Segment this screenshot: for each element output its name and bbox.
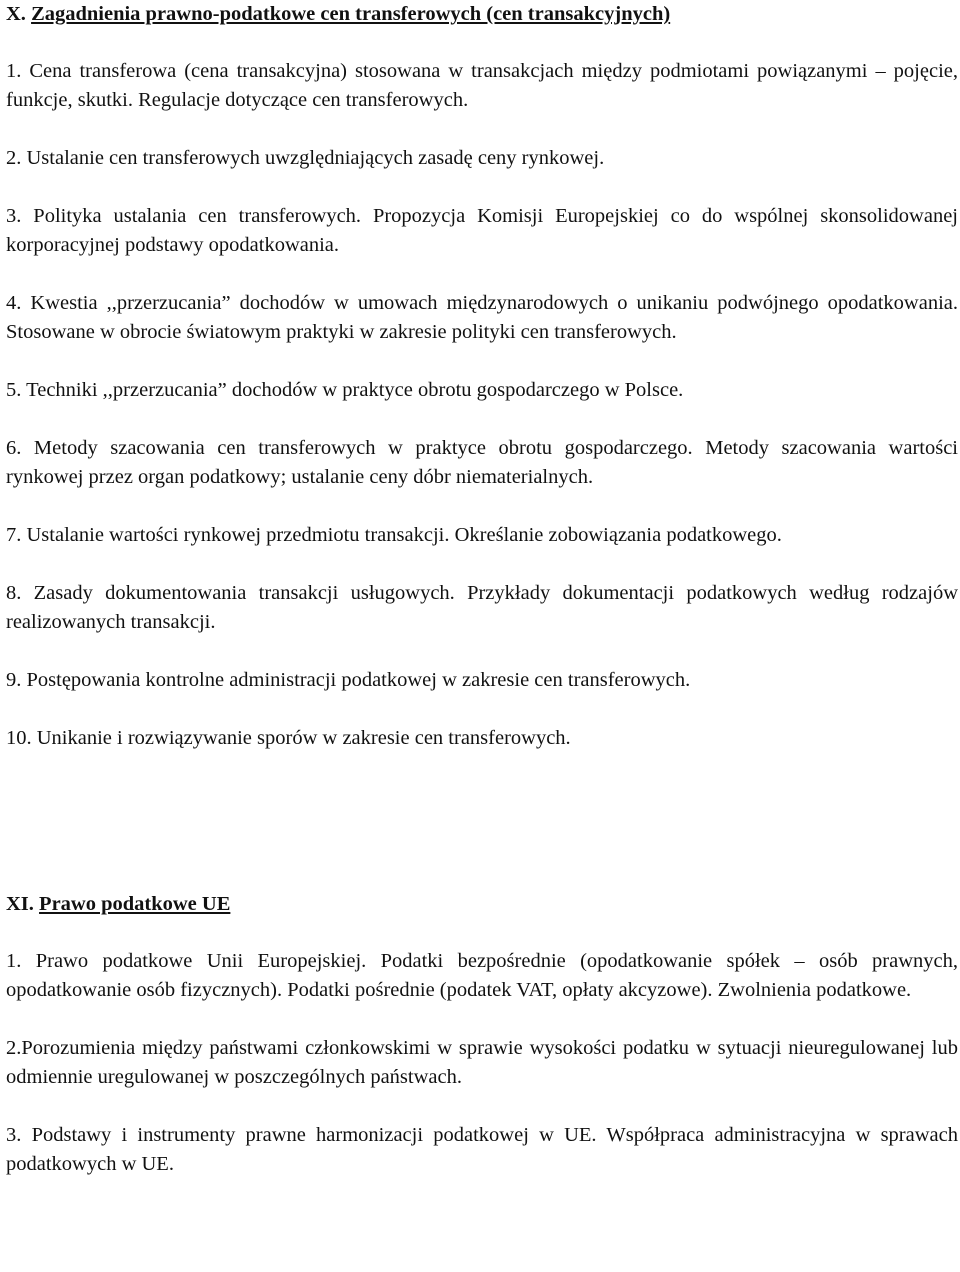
section-number: XI. (6, 893, 34, 915)
list-item: 5. Techniki ,,przerzucania” dochodów w praktyce obrotu gospodarczego w Polsce. (6, 379, 684, 401)
list-item: 1. Cena transferowa (cena transakcyjna) stosowana w transakcjach między podmiotami powiązanymi – pojęcie, funkcje, skutki. Regulacje dotyczące cen transferowych. (6, 60, 958, 111)
list-item: 3. Podstawy i instrumenty prawne harmonizacji podatkowej w UE. Współpraca administracyjna w sprawach podatkowych w UE. (6, 1124, 958, 1175)
list-item: 7. Ustalanie wartości rynkowej przedmiotu transakcji. Określanie zobowiązania podatkowego. (6, 524, 782, 546)
list-item: 8. Zasady dokumentowania transakcji usługowych. Przykłady dokumentacji podatkowych według rodzajów realizowanych transakcji. (6, 582, 958, 633)
list-item: 2. Ustalanie cen transferowych uwzględniających zasadę ceny rynkowej. (6, 147, 605, 169)
document-page (6, 0, 958, 1179)
section-heading (6, 0, 958, 29)
section-title: Zagadnienia prawno-podatkowe cen transferowych (cen transakcyjnych) (31, 3, 671, 25)
section-number: X. (6, 3, 26, 25)
list-item: 6. Metody szacowania cen transferowych w praktyce obrotu gospodarczego. Metody szacowania wartości rynkowej przez organ podatkowy; ustalanie ceny dóbr niematerialnych. (6, 437, 958, 488)
section-title: Prawo podatkowe UE (39, 893, 231, 915)
list-item: 1. Prawo podatkowe Unii Europejskiej. Podatki bezpośrednie (opodatkowanie spółek – osób prawnych, opodatkowanie osób fizycznych). Podatki pośrednie (podatek VAT, opłaty akcyzowe). Zwolnienia podatkowe. (6, 950, 958, 1001)
list-item: 4. Kwestia ,,przerzucania” dochodów w umowach międzynarodowych o unikaniu podwójnego opodatkowania. Stosowane w obrocie światowym praktyki w zakresie polityki cen transferowych. (6, 292, 958, 343)
section-xi (6, 890, 958, 1179)
list-item: 9. Postępowania kontrolne administracji podatkowej w zakresie cen transferowych. (6, 669, 691, 691)
section-heading (6, 890, 958, 919)
list-item: 3. Polityka ustalania cen transferowych. Propozycja Komisji Europejskiej co do wspólnej skonsolidowanej korporacyjnej podstawy opodatkowania. (6, 205, 958, 256)
list-item: 10. Unikanie i rozwiązywanie sporów w zakresie cen transferowych. (6, 727, 571, 749)
list-item: 2.Porozumienia między państwami członkowskimi w sprawie wysokości podatku w sytuacji nieuregulowanej lub odmiennie uregulowanej w poszczególnych państwach. (6, 1037, 958, 1088)
section-x (6, 0, 958, 753)
